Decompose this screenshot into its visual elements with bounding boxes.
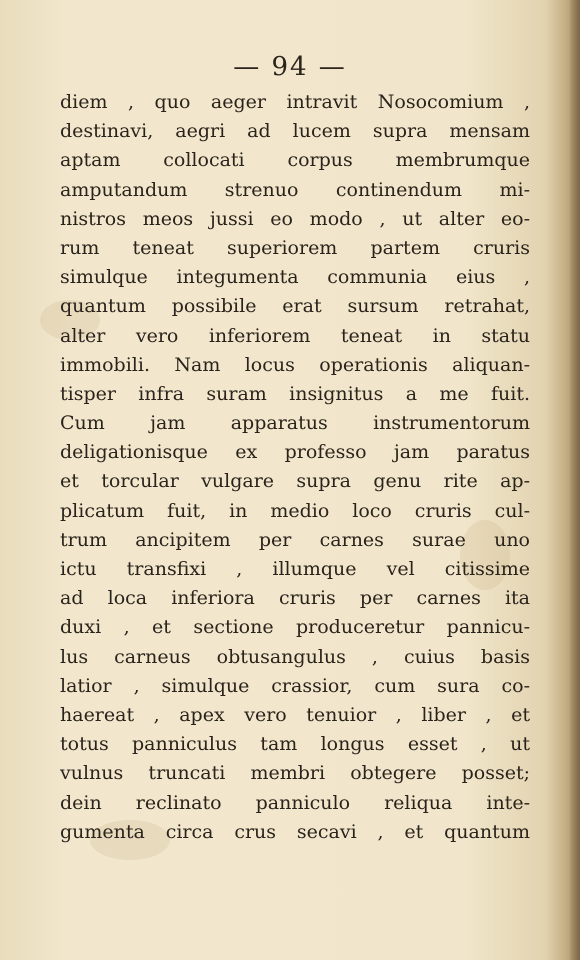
text-line: ad loca inferiora cruris per carnes ita (60, 587, 530, 610)
text-line: duxi , et sectione produceretur pannicu- (60, 616, 530, 639)
text-line: immobili. Nam locus operationis aliquan- (60, 353, 530, 376)
page-number: — 94 — (233, 52, 347, 82)
text-line: Cum jam apparatus instrumentorum (60, 412, 530, 435)
text-line: totus panniculus tam longus esset , ut (60, 733, 530, 756)
text-line: simulque integumenta communia eius , (60, 266, 530, 289)
body-text (60, 88, 530, 847)
text-line: haereat , apex vero tenuior , liber , et (60, 703, 530, 726)
text-line: diem , quo aeger intravit Nosocomium , (60, 91, 530, 113)
text-line: lus carneus obtusangulus , cuius basis (60, 645, 530, 668)
text-line: et torcular vulgare supra genu rite ap- (60, 470, 530, 493)
text-line: vulnus truncati membri obtegere posset; (60, 762, 530, 785)
text-line: latior , simulque crassior, cum sura co- (60, 674, 530, 697)
text-line: quantum possibile erat sursum retrahat, (60, 295, 530, 318)
text-line: aptam collocati corpus membrumque (60, 149, 530, 172)
text-line: deligationisque ex professo jam paratus (60, 441, 530, 464)
text-line: plicatum fuit, in medio loco cruris cul- (60, 499, 530, 522)
text-line: tisper infra suram insignitus a me fuit. (60, 382, 530, 405)
text-line: gumenta circa crus secavi , et quantum (60, 820, 530, 843)
text-line: amputandum strenuo continendum mi- (60, 178, 530, 201)
text-line: dein reclinato panniculo reliqua inte- (60, 791, 530, 814)
text-line: ictu transfixi , illumque vel citissime (60, 558, 530, 580)
text-line: destinavi, aegri ad lucem supra mensam (60, 120, 530, 143)
text-line: rum teneat superiorem partem cruris (60, 236, 530, 259)
text-line: trum ancipitem per carnes surae uno (60, 528, 530, 551)
text-line: nistros meos jussi eo modo , ut alter eo- (60, 207, 530, 230)
text-line: alter vero inferiorem teneat in statu (60, 324, 530, 347)
